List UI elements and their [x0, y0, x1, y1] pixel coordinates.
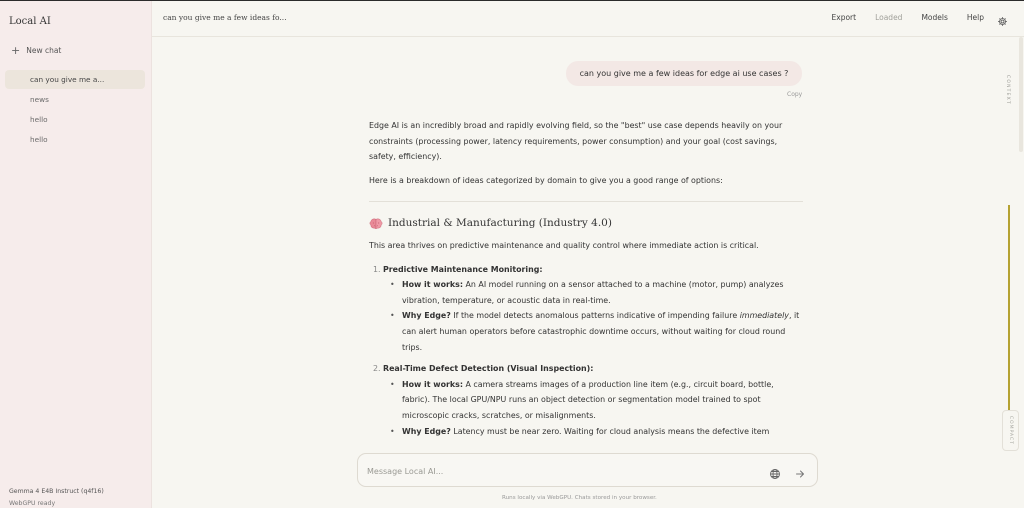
- bullet-label: How it works:: [402, 280, 463, 290]
- chat-item[interactable]: news: [30, 95, 49, 104]
- gear-icon[interactable]: [997, 12, 1008, 23]
- section-heading: [369, 216, 803, 232]
- list-item: [373, 262, 803, 356]
- sidebar: [0, 1, 152, 508]
- bullet-text: An AI model running on a sensor attached to a machine (motor, pump) analyzes vibration, temperature, or acoustic data in real-time.: [402, 280, 784, 305]
- models-link[interactable]: Models: [921, 13, 948, 22]
- list-item: [373, 361, 803, 439]
- bullet-item: • Why Edge? Latency must be near zero. Waiting for cloud analysis means the defective item: [390, 426, 770, 436]
- bullet-item: • How it works: A camera streams images of a production line item (e.g., circuit board, bottle, fabric). The local GPU/NPU runs an object detection or segmentation model trained to spot microscopic cracks, scratches, or misalignments.: [390, 379, 774, 420]
- bullet-label: Why Edge?: [402, 311, 451, 321]
- list-number: 2.: [373, 364, 381, 374]
- assistant-message: [369, 118, 803, 439]
- chat-item[interactable]: hello: [30, 115, 48, 124]
- header-nav: [813, 12, 1008, 23]
- app-brand: Local AI: [9, 16, 51, 27]
- bullet-item: • How it works: An AI model running on a sensor attached to a machine (motor, pump) analyzes vibration, temperature, or acoustic data in real-time.: [390, 280, 784, 305]
- answer-paragraph: Here is a breakdown of ideas categorized by domain to give you a good range of options:: [369, 175, 723, 185]
- runtime-status: WebGPU ready: [9, 500, 56, 507]
- help-link[interactable]: Help: [966, 13, 984, 22]
- bullet-text: , it can alert human operators before catastrophic downtime occurs, without waiting for cloud round trips.: [402, 311, 800, 352]
- brain-icon: [369, 218, 383, 230]
- list-item-title: Real-Time Defect Detection (Visual Inspection):: [383, 364, 594, 374]
- chat-history-list: [5, 70, 145, 150]
- globe-icon[interactable]: [769, 465, 781, 477]
- plus-icon: +: [11, 44, 21, 57]
- top-bar: [152, 1, 1024, 37]
- new-chat-label: New chat: [26, 46, 62, 55]
- bullet-text: If the model detects anomalous patterns indicative of impending failure: [450, 311, 740, 321]
- new-chat-button[interactable]: [11, 45, 61, 56]
- ordered-list: [373, 262, 803, 440]
- bullet-text: Latency must be near zero. Waiting for cloud analysis means the defective item: [450, 426, 770, 436]
- loaded-indicator[interactable]: Loaded: [875, 13, 903, 22]
- bullet-item: • Why Edge? If the model detects anomalous patterns indicative of impending failure immediately, it can alert human operators before catastrophic downtime occurs, without waiting for cloud round trips.: [390, 311, 800, 352]
- context-rail: [1000, 37, 1024, 508]
- scrollbar-thumb[interactable]: [1019, 37, 1023, 152]
- context-usage-bar: [1008, 205, 1010, 438]
- context-label: CONTEXT: [1005, 75, 1010, 105]
- user-message-bubble: can you give me a few ideas for edge ai use cases ?: [566, 61, 802, 86]
- section-title: Industrial & Manufacturing (Industry 4.0): [388, 217, 612, 230]
- arrow-right-icon[interactable]: [794, 465, 806, 477]
- bullet-label: How it works:: [402, 379, 463, 389]
- chat-item-active[interactable]: can you give me a...: [5, 70, 145, 89]
- privacy-footnote: Runs locally via WebGPU. Chats stored in your browser.: [502, 495, 657, 501]
- message-input[interactable]: [367, 464, 747, 478]
- message-composer: [357, 453, 818, 487]
- divider: [369, 201, 803, 202]
- answer-paragraph: Edge AI is an incredibly broad and rapidly evolving field, so the "best" use case depends heavily on your constraints (processing power, latency requirements, power consumption) and your goal (cost savings, safety, efficiency).: [369, 121, 783, 162]
- compact-button[interactable]: COMPACT: [1002, 410, 1019, 451]
- bullet-label: Why Edge?: [402, 426, 451, 436]
- bullet-emphasis: immediately: [739, 311, 789, 321]
- conversation-title: can you give me a few ideas fo...: [163, 13, 287, 22]
- section-intro: This area thrives on predictive maintenance and quality control where immediate action is critical.: [369, 240, 759, 250]
- copy-button[interactable]: Copy: [787, 91, 803, 98]
- model-name: Gemma 4 E4B Instruct (q4f16): [9, 488, 104, 495]
- export-link[interactable]: Export: [831, 13, 857, 22]
- bullet-text: A camera streams images of a production line item (e.g., circuit board, bottle, fabric). The local GPU/NPU runs an object detection or segmentation model trained to spot microscopic cracks, scratches, or misalignments.: [402, 379, 774, 420]
- list-item-title: Predictive Maintenance Monitoring:: [383, 264, 543, 274]
- list-number: 1.: [373, 264, 381, 274]
- chat-item[interactable]: hello: [30, 135, 48, 144]
